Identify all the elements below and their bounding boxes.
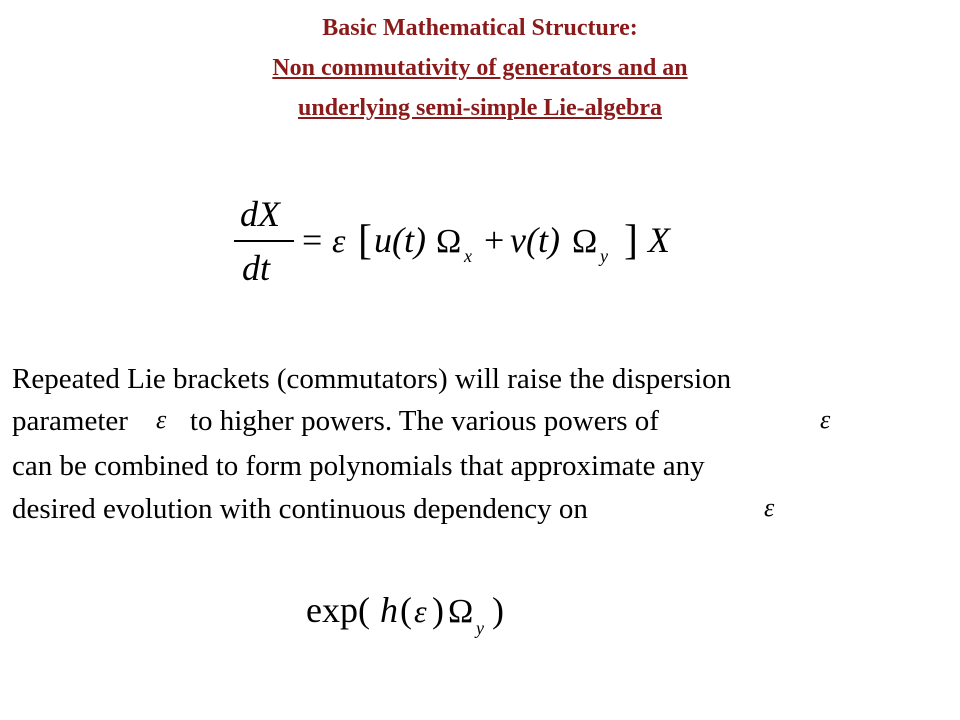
v-of-t: v(t) <box>510 220 560 260</box>
paragraph-line-2 <box>12 400 952 442</box>
heading-subtitle-line2: underlying semi-simple Lie-algebra <box>298 95 662 121</box>
closing-paren: ) <box>492 590 504 630</box>
equals-sign: = <box>302 220 323 260</box>
epsilon-argument: ε <box>414 593 427 629</box>
heading-subtitle-line1: Non commutativity of generators and an <box>272 55 688 81</box>
omega-x: Ω <box>436 223 462 260</box>
epsilon-inline-2: ε <box>820 405 831 434</box>
h-function: h <box>380 590 398 630</box>
plus-sign: + <box>484 220 505 260</box>
heading-title: Basic Mathematical Structure: <box>322 15 638 41</box>
capital-x: X <box>648 220 670 260</box>
equation-numerator: dX <box>240 194 280 234</box>
u-of-t: u(t) <box>374 220 426 260</box>
epsilon-symbol: ε <box>332 223 346 260</box>
left-bracket: [ <box>358 218 372 264</box>
paragraph-line-2-end: to higher powers. The various powers of <box>189 405 659 437</box>
omega-y: Ω <box>572 223 598 260</box>
left-paren: ( <box>400 590 412 630</box>
right-bracket: ] <box>624 218 638 264</box>
epsilon-inline-1: ε <box>156 405 167 434</box>
subscript-y: y <box>600 246 608 266</box>
differential-equation <box>228 188 698 298</box>
subscript-y-2: y <box>476 618 484 638</box>
paragraph-line-2-start: parameter <box>12 405 128 437</box>
exp-function: exp( <box>306 590 370 630</box>
paragraph-line-3: can be combined to form polynomials that approximate any <box>12 450 705 482</box>
omega-y-2: Ω <box>448 593 474 630</box>
exponential-expression <box>300 578 550 648</box>
equation-denominator: dt <box>242 248 271 288</box>
epsilon-inline-3: ε <box>764 493 775 522</box>
subscript-x: x <box>464 246 472 266</box>
paragraph-line-4: desired evolution with continuous dependency on <box>12 493 588 525</box>
right-paren: ) <box>432 590 444 630</box>
paragraph-line-1: Repeated Lie brackets (commutators) will raise the dispersion <box>12 363 732 395</box>
